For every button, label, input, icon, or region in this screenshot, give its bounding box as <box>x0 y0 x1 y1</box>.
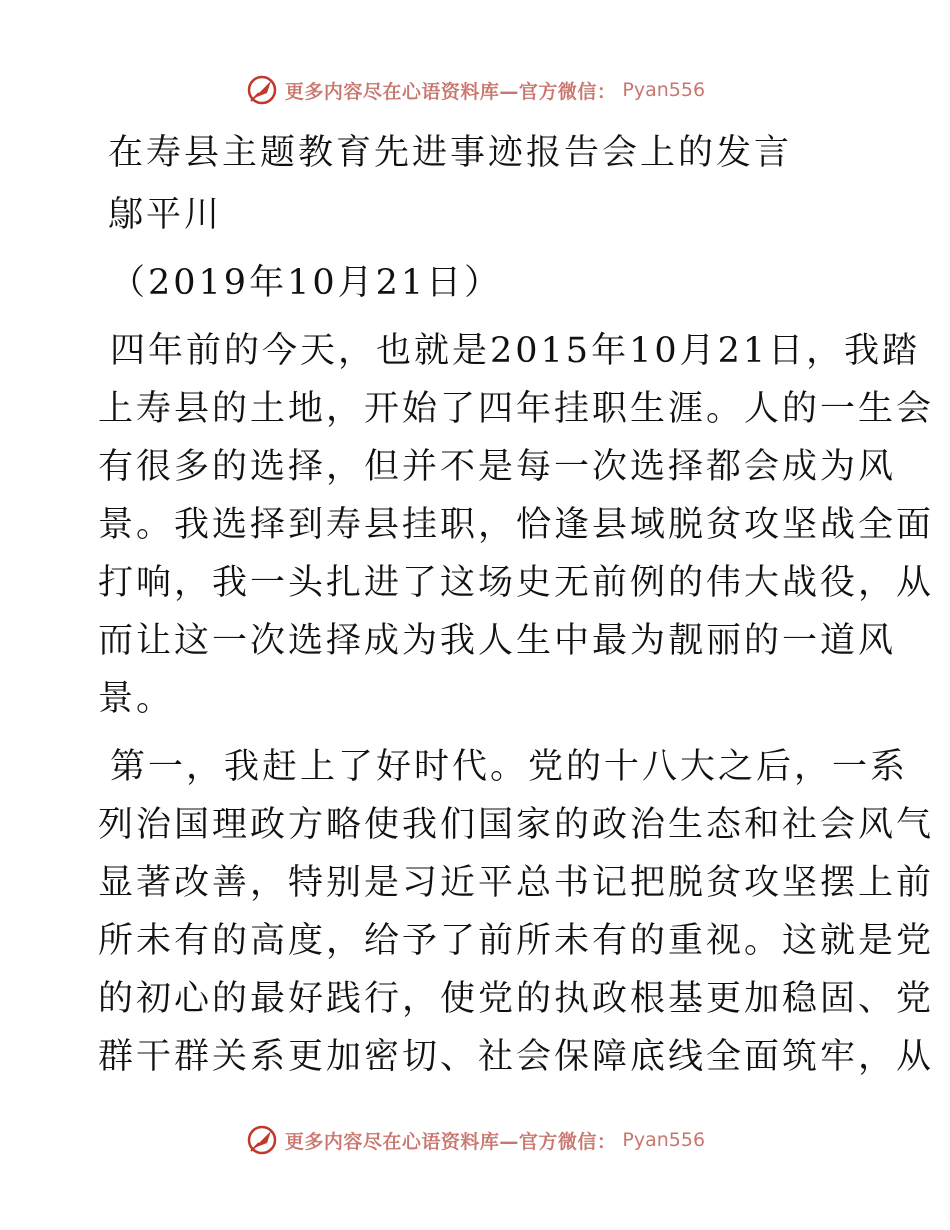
wechat-id: Pyan556 <box>622 79 706 101</box>
feather-logo-icon <box>245 1123 279 1157</box>
paragraph-line: 显著改善，特别是习近平总书记把脱贫攻坚摆上前 <box>98 863 935 903</box>
paragraph-line: 第一，我赶上了好时代。党的十八大之后，一系 <box>110 747 909 787</box>
paragraph-line: 列治国理政方略使我们国家的政治生态和社会风气 <box>98 805 935 845</box>
document-author: 鄔平川 <box>108 195 223 235</box>
paragraph-line: 群干群关系更加密切、社会保障底线全面筑牢，从 <box>98 1037 935 1077</box>
paragraph-line: 的初心的最好践行，使党的执政根基更加稳固、党 <box>98 979 935 1019</box>
paragraph-line: 而让这一次选择成为我人生中最为靓丽的一道风 <box>98 621 897 661</box>
paragraph-line: 上寿县的土地，开始了四年挂职生涯。人的一生会 <box>98 389 935 429</box>
document-body <box>98 120 935 1086</box>
document-date: （2019年10月21日） <box>110 263 503 303</box>
wechat-id: Pyan556 <box>622 1129 706 1151</box>
paragraph-line: 打响，我一头扎进了这场史无前例的伟大战役，从 <box>98 563 935 603</box>
paragraph-line: 景。 <box>98 679 175 719</box>
paragraph-1 <box>98 322 935 728</box>
paragraph-line: 所未有的高度，给予了前所未有的重视。这就是党 <box>98 921 935 961</box>
footer-banner <box>0 1120 950 1160</box>
banner-text: 更多内容尽在心语资料库—官方微信： <box>284 1130 617 1153</box>
document-title: 在寿县主题教育先进事迹报告会上的发言 <box>108 133 793 173</box>
paragraph-2 <box>98 738 935 1086</box>
paragraph-line: 有很多的选择，但并不是每一次选择都会成为风 <box>98 447 897 487</box>
banner-text: 更多内容尽在心语资料库—官方微信： <box>284 80 617 103</box>
paragraph-line: 景。我选择到寿县挂职，恰逢县域脱贫攻坚战全面 <box>98 505 935 545</box>
feather-logo-icon <box>245 73 279 107</box>
paragraph-line: 四年前的今天，也就是2015年10月21日，我踏 <box>110 331 921 371</box>
header-banner <box>0 70 950 110</box>
